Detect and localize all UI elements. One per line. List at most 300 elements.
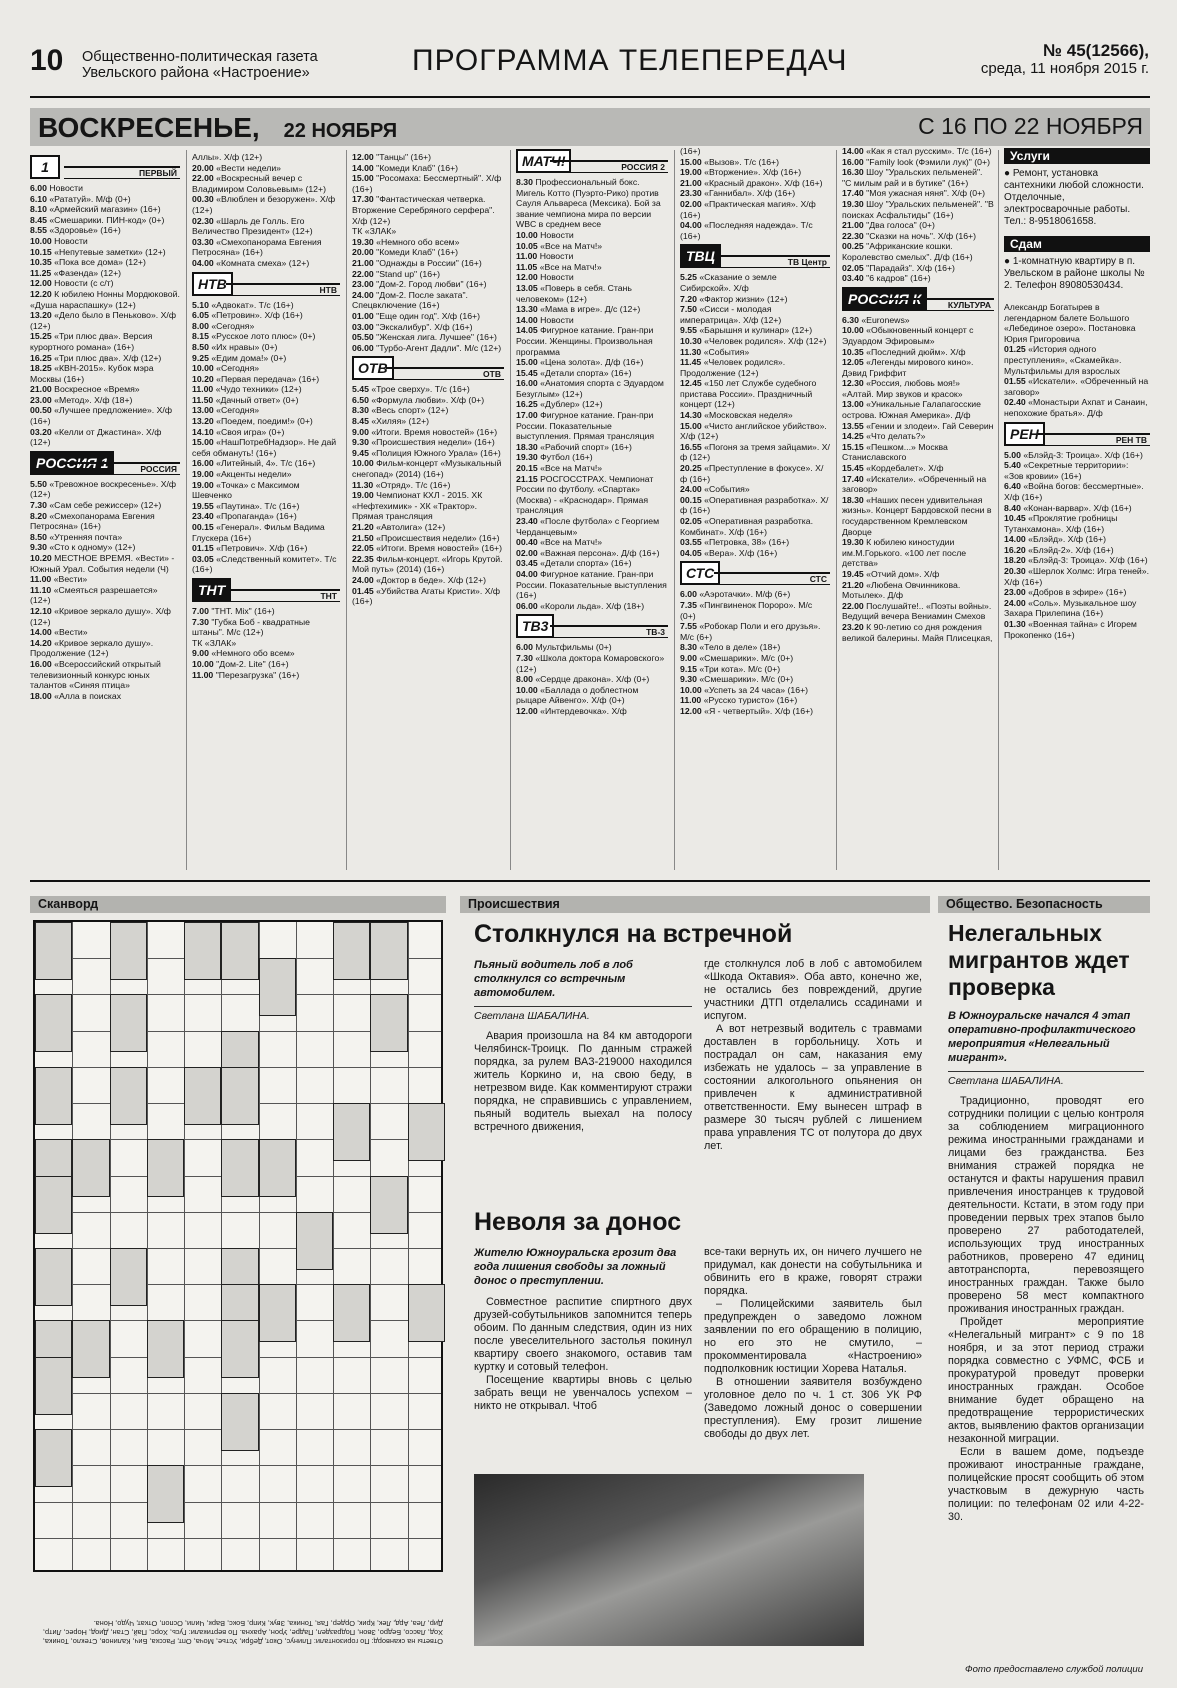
newspaper-name: Общественно-политическая газета Увельского района «Настроение» (82, 49, 318, 81)
program-entry: 8.50 «Утренняя почта» (30, 531, 123, 542)
scanword-clue-cell (184, 1067, 221, 1125)
program-entry: 03.40 "6 кадров" (16+) (842, 273, 931, 284)
program-entry: 10.15 «Непутевые заметки» (12+) (30, 246, 166, 257)
program-entry: 21.50 «Происшествия недели» (16+) (352, 532, 500, 543)
program-entry: 11.50 «Дачный ответ» (0+) (192, 394, 299, 405)
program-entry: 9.00 «Немного обо всем» (192, 648, 295, 659)
program-entry: 04.00 «Последняя надежда». Т/с (16+) (680, 220, 813, 241)
program-entry: 6.05 «Петровин». Х/ф (16+) (192, 310, 303, 321)
grid-line (72, 922, 73, 1570)
program-entry: 11.00 «Вести» (30, 574, 88, 585)
program-entry: 10.20 «Первая передача» (16+) (192, 373, 320, 384)
program-list-rossiya-cont (192, 152, 340, 269)
column-rule (510, 150, 511, 870)
program-entry: 19.30 Футбол (16+) (516, 452, 593, 463)
program-entry: 02.00 «Практическая магия». Х/ф (16+) (680, 198, 816, 220)
grid-line (333, 922, 334, 1570)
page-title: ПРОГРАММА ТЕЛЕПЕРЕДАЧ (412, 44, 848, 77)
program-entry: 14.00 «Блэйд». Х/ф (16+) (1004, 534, 1106, 545)
program-entry: 16.00 «Анатомия спорта с Эдуардом Безуглым» (12+) (516, 378, 664, 399)
scanword-clue-cell (221, 1393, 258, 1451)
program-entry: 19.55 «Паутина». Т/с (16+) (192, 500, 300, 511)
channel-header-rossiya: РОССИЯ 1 РОССИЯ (30, 453, 180, 475)
program-entry: 6.10 «Рататуй». М/ф (0+) (30, 193, 131, 204)
program-entry: 21.20 «Любена Овчинникова. Мотылек». Д/ф (842, 579, 961, 601)
program-entry: 9.30 «Смешарики». М/с (0+) (680, 674, 794, 685)
program-entry: 15.00 «Цена золота». Д/ф (16+) (516, 357, 644, 368)
tv-column-2 (192, 152, 340, 680)
channel-header-match: МАТЧ! РОССИЯ 2 (516, 151, 668, 173)
program-entry: 5.00 «Блэйд-3: Троица». Х/ф (16+) (1004, 449, 1143, 460)
program-entry: 12.00 "Танцы" (16+) (352, 152, 432, 162)
program-entry: Александр Богатырев в легендарном балете Большого «Лебединое озеро». Постановка Юрия Григоровича (1004, 302, 1136, 344)
scanword-clue-cell (408, 1103, 445, 1161)
scanword-clue-cell (147, 1465, 184, 1523)
channel-header-perviy: 1 ПЕРВЫЙ (30, 157, 180, 179)
tv-column-3 (352, 152, 504, 607)
program-entry: 23.40 «Пропаганда» (16+) (192, 511, 297, 522)
article-lead: Пьяный водитель лоб в лоб столкнулся со встречным автомобилем. (474, 959, 633, 999)
scanword-clue-cell (35, 922, 72, 980)
program-entry: 17.30 "Фантастическая четверка. Вторжение Серебряного серфера". Х/ф (12+) (352, 194, 495, 226)
scanword-clue-cell (259, 1139, 296, 1197)
program-entry: 18.30 «Наших песен удивительная жизнь». Концерт Бардовской песни в государственном Кремлевском Дворце (842, 494, 992, 537)
incident-article-2-col2: все-таки вернуть их, он ничего лучшего не придумал, как донести на собутыльника и обвинить его в краже, говорят стражи порядка. – Полицейскими заявитель был предупрежден о заведомо ложном заявлении по его обращению в полицию, но его это не смутило, – прокомментировала «Настроению» подполковник юстиции Хорева Наталья. В отношении заявителя возбуждено уголовное дело по ч. 1 ст. 306 УК РФ (Заведомо ложный донос о совершении преступления). Ему грозит лишение свободы до двух лет. (704, 1246, 922, 1440)
incident-article-2 (474, 1208, 922, 1237)
program-entry: 6.00 Новости (30, 183, 83, 193)
program-entry: 12.00 Новости (с с/т) (30, 278, 114, 289)
week-period: С 16 ПО 22 НОЯБРЯ (918, 113, 1143, 139)
program-entry: 10.00 Фильм-концерт «Музыкальный снегопад» (2014) (16+) (352, 458, 502, 480)
scanword-clue-cell (259, 958, 296, 1016)
society-article: Нелегальных мигрантов ждет проверка В Южноуральске начался 4 этап оперативно-профилактического мероприятия «Нелегальный мигрант». Светлана ШАБАЛИНА. Традиционно, проводят его сотрудники полиции с целью контроля за соблюдением миграционного режима иностранными гражданами и лицами без гражданства. Без внимания стражей порядка не останутся и факты нарушения правил привлечения иностранцев к трудовой деятельности. Кстати, в этом году при проведении первых трех этапов было проверено 27 работодателей, использующих труд иностранных работников, проверено 47 единиц автотранспорта, перевозящего иностранных граждан. Также было проверено 58 мест компактного проживания иностранных граждан. Пройдет мероприятие «Нелегальный мигрант» с 9 по 18 ноября, и за этот период стражи порядка совместно с УФМС, ФСБ и прокуратурой проведут проверки иностранных граждан. Особое внимание будет обращено на предотвращение террористических актов, выявлению фактов организации незаконной миграции. Если в вашем доме, подъезде проживают иностранные граждане, полицейские просят сообщить об этом участковым в дежурную часть полиции: по телефонам 02 или 4-22-30. (948, 920, 1144, 1523)
column-rule (346, 150, 347, 870)
scanword-clue-cell (147, 1320, 184, 1378)
scanword-clue-cell (370, 922, 407, 980)
program-entry: 9.15 «Три кота». М/с (0+) (680, 663, 781, 674)
program-entry: 01.55 «Искатели». «Обреченный на заговор» (1004, 376, 1149, 397)
program-entry: 15.15 «Пешком...» Москва Станиславского (842, 441, 948, 463)
program-entry: 03.05 «Следственный комитет». Т/с (16+) (192, 553, 337, 575)
program-list-match-cont (680, 146, 830, 241)
program-entry: 02.05 «Оперативная разработка. Комбинат». Х/ф (16+) (680, 516, 813, 537)
program-entry: 24.00 "Дом-2. После заката". Спецвключение (16+) (352, 289, 468, 311)
program-entry: 9.55 «Барышня и кулинар» (12+) (680, 325, 813, 336)
program-entry: 21.00 «Красный дракон». Х/ф (16+) (680, 177, 823, 188)
program-list-ctc-cont (842, 146, 994, 284)
scanword-answers: Ответы на сканворд: По горизонтали: Плинус, Окот, Дебри, Устье, Моча, Опт, Расска, Бич, Калинов, Стекло, Тоника, Ход, Лассо, Бедро, Звон, Подраздел, Падре, Урон, Арахна. По вертикали: Гусь, Хорс, Пай, Стан, Диод, Норес, Литр, Дир, Леа, Ард, Лек, Крик, Ордер, Гая, Тоника, Звук, Кипр, Бокс, Варк, Чили, Оспоп, Откат, Чудо, Нона. (42, 1619, 443, 1646)
program-entry: 10.20 МЕСТНОЕ ВРЕМЯ. «Вести» - Южный Урал. События недели (Ч) (30, 553, 175, 574)
program-entry: 10.35 «Пока все дома» (12+) (30, 257, 146, 268)
scanword-clue-cell (35, 1067, 72, 1125)
grid-line (35, 1538, 441, 1539)
program-entry: 22.00 "Stand up" (16+) (352, 268, 441, 279)
program-entry: 11.30 «Отряд». Т/с (16+) (352, 479, 451, 490)
program-entry: 19.30 Шоу "Уральских пельменей". "В поисках Асфальтиды" (16+) (842, 198, 994, 220)
program-entry: 8.45 «Смешарики. ПИН-код» (0+) (30, 214, 165, 225)
program-entry: 14.05 Фигурное катание. Гран-при России. Женщины. Произвольная программа (516, 325, 654, 357)
program-entry: 19.45 «Отчий дом». Х/ф (842, 568, 940, 579)
scanword-clue-cell (35, 1429, 72, 1487)
rent-ad: ● 1-комнатную квартиру в п. Увельском в районе школы № 2. Телефон 89080530434. (1004, 256, 1145, 291)
program-entry: 10.05 «Все на Матч!» (516, 240, 603, 251)
grid-line (184, 922, 185, 1570)
program-entry: 7.30 «Школа доктора Комаровского» (12+) (516, 652, 665, 674)
program-entry: 17.40 «Искатели». «Обреченный на заговор» (842, 473, 987, 495)
scanword-clue-cell (333, 1103, 370, 1161)
program-entry: 13.00 «Сегодня» (192, 405, 260, 416)
program-entry: 16.25 «Три плюс два». Х/ф (12+) (30, 352, 162, 363)
program-entry: 12.00 «Интердевочка». Х/ф (516, 705, 627, 716)
program-entry: 11.45 «Человек родился». Продолжение (12+) (680, 357, 786, 378)
program-entry: 11.00 «Чудо техники» (12+) (192, 384, 302, 395)
program-entry: 15.00 «Вызов». Т/с (16+) (680, 156, 780, 167)
program-entry: 16.00 «Всероссийский открытый телевизионный конкурс юных талантов «Синяя птица» (30, 658, 161, 691)
column-rule (998, 150, 999, 870)
article-lead: В Южноуральске начался 4 этап оперативно-профилактического мероприятия «Нелегальный мигрант». (948, 1010, 1136, 1064)
article-byline: Светлана ШАБАЛИНА. (474, 1006, 692, 1022)
program-entry: 21.00 "Однажды в России" (16+) (352, 257, 482, 268)
program-entry: 15.45 «Детали спорта» (16+) (516, 367, 632, 378)
program-entry: 14.25 «Что делать?» (842, 431, 926, 442)
program-entry: ТК «ЗЛАК» (352, 226, 397, 237)
channel-header-ntv: НТВ НТВ (192, 274, 340, 296)
program-entry: 5.10 «Адвокат». Т/с (16+) (192, 299, 294, 310)
program-entry: 15.00 "Росомаха: Бессмертный". Х/ф (16+) (352, 173, 502, 194)
scanword-clue-cell (35, 994, 72, 1052)
program-entry: 7.55 «Робокар Поли и его друзья». М/с (6+) (680, 621, 821, 642)
program-entry: 14.30 «Московская неделя» (680, 410, 793, 421)
program-entry: 8.10 «Армейский магазин» (16+) (30, 204, 161, 215)
program-entry: 21.00 Воскресное «Время» (30, 384, 140, 395)
scanword-clue-cell (259, 1284, 296, 1342)
channel-header-tvc: ТВЦ ТВ Центр (680, 246, 830, 268)
scanword-clue-cell (72, 1320, 109, 1378)
channel-header-tv3: ТВ3 ТВ-3 (516, 616, 668, 638)
program-entry: 19.00 «Акценты недели» (192, 469, 292, 480)
grid-line (221, 922, 222, 1570)
program-entry: 11.00 Новости (516, 251, 574, 262)
program-list-perviy (30, 183, 180, 448)
program-entry: 16.00 "Family look (Фэмили лук)" (0+) (842, 156, 990, 167)
program-entry: 5.45 «Трое сверху». Т/с (16+) (352, 384, 470, 395)
program-entry: 21.15 РОСГОССТРАХ. Чемпионат России по футболу. «Спартак» (Москва) - «Краснодар». Прямая трансляция (516, 473, 654, 516)
program-entry: 19.00 «Вторжение». Х/ф (16+) (680, 167, 802, 178)
program-entry: (16+) (680, 146, 701, 156)
grid-line (259, 922, 260, 1570)
program-entry: 19.30 К юбилею киностудии им.М.Горького. «100 лет после детства» (842, 537, 967, 569)
program-entry: 9.00 «Смешарики». М/с (0+) (680, 652, 794, 663)
channel-header-ren: РЕН РЕН ТВ (1004, 424, 1150, 446)
program-entry: 7.30 "Губка Боб - квадратные штаны". М/с (12+) (192, 616, 310, 638)
scanword-clue-cell (221, 1067, 258, 1125)
program-entry: 9.00 «Итоги. Время новостей» (16+) (352, 426, 498, 437)
program-entry: 14.00 "Комеди Клаб" (16+) (352, 162, 459, 173)
program-entry: 00.40 «Все на Матч!» (516, 537, 603, 548)
program-entry: 18.30 «Рабочий спорт» (16+) (516, 441, 632, 452)
scanword-clue-cell (35, 1248, 72, 1306)
program-entry: 13.20 «Поедем, поедим!» (0+) (192, 416, 313, 427)
program-entry: 9.30 «Сто к одному» (12+) (30, 542, 136, 553)
classified-ads (1004, 148, 1150, 292)
program-entry: 8.30 «Весь спорт» (12+) (352, 405, 449, 416)
program-entry: 12.00 «Я - четвертый». Х/ф (16+) (680, 705, 814, 716)
article-title: Столкнулся на встречной (474, 920, 793, 948)
program-entry: 02.05 "Парадайз". Х/ф (16+) (842, 262, 955, 273)
program-entry: 14.00 «Как я стал русским». Т/с (16+) (842, 146, 992, 156)
program-entry: 18.25 «КВН-2015». Кубок мэра Москвы (16+) (30, 363, 154, 384)
program-entry: 13.30 «Мама в игре». Д/с (12+) (516, 304, 641, 315)
program-entry: 5.25 «Сказание о земле Сибирской». Х/ф (680, 272, 777, 293)
scanword-clue-cell (110, 922, 147, 980)
program-entry: 6.30 «Euronews» (842, 314, 910, 325)
program-entry: 16.30 Шоу "Уральских пельменей". "С милым рай и в бутике" (16+) (842, 167, 983, 188)
program-entry: 15.25 «Три плюс два». Версия курортного романа» (16+) (30, 331, 153, 352)
program-entry: 8.15 «Русское лото плюс» (0+) (192, 331, 316, 342)
program-entry: 04.00 Фигурное катание. Гран-при России. Показательные выступления (16+) (516, 568, 667, 601)
program-entry: 10.00 «Баллада о доблестном рыцаре Айвенго». Х/ф (0+) (516, 684, 639, 706)
program-entry: 12.05 «Легенды мирового кино». Дэвид Гриффит (842, 357, 974, 378)
services-heading: Услуги (1004, 148, 1150, 164)
program-list-tvc (680, 272, 830, 558)
program-entry: 00.15 «Генерал». Фильм Вадима Глускера (16+) (192, 522, 325, 543)
program-entry: 8.40 «Конан-варвар». Х/ф (16+) (1004, 502, 1132, 513)
scanword-clue-cell (408, 1284, 445, 1342)
tv-column-5 (680, 146, 830, 717)
program-entry: 00.50 «Лучшее предложение». Х/ф (16+) (30, 405, 172, 427)
article-title: Неволя за донос (474, 1208, 682, 1236)
program-entry: 12.10 «Кривое зеркало душу». Х/ф (12+) (30, 605, 171, 627)
program-entry: 22.35 Фильм-концерт. «Игорь Крутой. Мой путь» (2014) (16+) (352, 553, 503, 575)
scanword-clue-cell (370, 994, 407, 1052)
program-entry: 11.30 «События» (680, 346, 750, 357)
program-entry: 10.00 "Дом-2. Lite" (16+) (192, 658, 289, 669)
program-entry: 23.40 «После футбола» с Георгием Черданцевым» (516, 516, 660, 537)
program-entry: 10.00 Новости (516, 229, 574, 240)
program-entry: 15.00 «Чисто английское убийство». Х/ф (12+) (680, 420, 827, 442)
program-entry: 8.55 «Здоровье» (16+) (30, 225, 121, 236)
program-entry: ТК «ЗЛАК» (192, 637, 237, 648)
program-list-otv (352, 384, 504, 606)
program-entry: 15.45 «Кордебалет». Х/ф (842, 463, 944, 474)
program-entry: 10.00 «Успеть за 24 часа» (16+) (680, 684, 809, 695)
program-entry: 8.00 «Сегодня» (192, 320, 255, 331)
program-entry: 23.30 «Ганнибал». Х/ф (16+) (680, 188, 796, 199)
program-entry: 02.00 «Важная персона». Д/ф (16+) (516, 547, 660, 558)
program-entry: 03.55 «Петровка, 38» (16+) (680, 537, 790, 548)
program-entry: 8.45 «Хиляя» (12+) (352, 416, 430, 427)
tv-column-6 (842, 146, 994, 643)
scanword-clue-cell (35, 1176, 72, 1234)
program-list-rossiya (30, 479, 180, 701)
channel-logo: 1 (30, 155, 60, 179)
channel-header-otv: ОТВ ОТВ (352, 358, 504, 380)
program-entry: 14.00 Новости (516, 314, 574, 325)
program-entry: 22.00 «Воскресный вечер с Владимиром Соловьевым» (12+) (192, 173, 326, 194)
program-entry: 7.30 «Сам себе режиссер» (12+) (30, 500, 162, 511)
incident-article-1 (474, 920, 922, 949)
program-entry: 10.00 Новости (30, 235, 88, 246)
program-entry: 10.45 «Проклятие гробницы Тутанхамона». Х/ф (16+) (1004, 513, 1118, 534)
program-entry: 12.45 «150 лет Службе судебного пристава России». Праздничный концерт (12+) (680, 378, 817, 410)
program-entry: 14.20 «Кривое зеркало душу». Продолжение (12+) (30, 637, 154, 659)
program-entry: 10.00 «Обыкновенный концерт с Эдуардом Эфировым» (842, 325, 974, 346)
program-entry: 14.10 «Своя игра» (0+) (192, 426, 285, 437)
scanword-clue-cell (221, 1139, 258, 1197)
services-ad: ● Ремонт, установка сантехники любой сложности. Отделочные, электросварочные работы. Тел.: 8-9518061658. (1004, 168, 1144, 227)
program-entry: 03.00 "Экскалибур". Х/ф (16+) (352, 321, 473, 332)
program-entry: 01.25 «История одного преступления», «Скамейка». Мультфильмы для взрослых (1004, 344, 1122, 376)
program-entry: 21.00 "Два голоса" (0+) (842, 220, 935, 231)
program-entry: 04.00 «Комната смеха» (12+) (192, 257, 310, 268)
program-entry: 23.00 «Метод». Х/ф (18+) (30, 394, 133, 405)
program-entry: 7.35 «Пингвиненок Пороро». М/с (0+) (680, 599, 813, 621)
scanword-grid (33, 920, 443, 1572)
program-entry: 06.00 «Короли льда». Х/ф (18+) (516, 600, 645, 611)
rent-heading: Сдам (1004, 236, 1150, 252)
program-entry: 13.20 «Дело было в Пеньково». Х/ф (12+) (30, 310, 176, 331)
program-entry: 11.05 «Все на Матч!» (516, 261, 602, 272)
column-rule (836, 150, 837, 870)
program-entry: 6.50 «Формула любви». Х/ф (0+) (352, 394, 485, 405)
program-entry: 9.25 «Едим дома!» (0+) (192, 352, 287, 363)
scanword-clue-cell (147, 1139, 184, 1197)
program-entry: 03.45 «Детали спорта» (16+) (516, 558, 632, 569)
program-entry: 18.00 «Алла в поисках (30, 690, 122, 701)
program-list-ctc (680, 589, 830, 716)
program-entry: 11.00 «Русско туристо» (16+) (680, 695, 798, 706)
program-entry: 10.30 «Человек родился». Х/ф (12+) (680, 335, 827, 346)
kultura-cont (1004, 302, 1150, 640)
society-section-bar: Общество. Безопасность (938, 896, 1150, 913)
program-entry: 03.30 «Смехопанорама Евгения Петросяна» (16+) (192, 236, 322, 258)
program-entry: 6.00 Мультфильмы (0+) (516, 642, 612, 653)
program-entry: 00.30 «Влюблен и безоружен». Х/ф (12+) (192, 194, 336, 215)
program-entry: 7.50 «Сисси - молодая императрица». Х/ф (12+) (680, 304, 782, 325)
program-entry: 22.05 «Итоги. Время новостей» (16+) (352, 543, 502, 554)
program-entry: 13.00 «Уникальные Галапагосские острова. Южная Америка». Д/ф (842, 399, 981, 421)
program-entry: 20.25 «Преступление в фокусе». Х/ф (16+) (680, 463, 824, 484)
scanword-clue-cell (110, 1067, 147, 1125)
program-list-tnt (192, 606, 340, 680)
tv-column-7 (1004, 146, 1150, 640)
scanword-clue-cell (221, 1320, 258, 1378)
program-entry: 12.00 Новости (516, 272, 574, 283)
program-entry: 23.20 К 90-летию со дня рождения великой балерины. Майя Плисецкая, (842, 621, 993, 643)
scanword-clue-cell (35, 1357, 72, 1415)
program-entry: 01.45 «Убийства Агаты Кристи». Х/ф (16+) (352, 585, 501, 607)
program-entry: Аллы». Х/ф (12+) (192, 152, 263, 162)
scanword-clue-cell (333, 922, 370, 980)
program-entry: 11.10 «Смеяться разрешается» (12+) (30, 584, 158, 606)
program-entry: 02.30 «Шарль де Голль. Его Величество Президент» (12+) (192, 215, 313, 237)
program-entry: 03.20 «Келли от Джастина». Х/ф (12+) (30, 426, 162, 448)
article-title: Нелегальных мигрантов ждет проверка (948, 920, 1130, 1000)
program-entry: 14.00 «Вести» (30, 627, 88, 638)
program-entry: 22.30 "Сказки на ночь". Х/ф (16+) (842, 230, 977, 241)
scanword-clue-cell (184, 922, 221, 980)
program-entry: 10.35 «Последний дюйм». Х/ф (842, 346, 966, 357)
program-entry: 5.40 «Секретные территории»: «Зов кровии» (16+) (1004, 460, 1129, 481)
scanword-clue-cell (370, 1176, 407, 1234)
incident-article-1-col1: Пьяный водитель лоб в лоб столкнулся со встречным автомобилем. Светлана ШАБАЛИНА. Авария произошла на 84 км автодороги Челябинск-Троицк. По данным стражей порядка, за рулем ВАЗ-219000 находился житель Коркино и, на свою беду, в нетрезвом виде. Как комментируют стражи порядка, не справившись с управлением, пьяный водитель выехал на полосу встречного движения, (474, 959, 692, 1133)
article-byline: Светлана ШАБАЛИНА. (948, 1071, 1144, 1087)
program-entry: 11.00 "Перезагрузка" (16+) (192, 669, 300, 680)
program-entry: 15.00 «НашПотребНадзор». Не дай себя обмануть! (16+) (192, 437, 337, 458)
program-list-match (516, 177, 668, 611)
program-entry: 20.00 "Комеди Клаб" (16+) (352, 247, 459, 258)
program-entry: 16.25 «Дублер» (12+) (516, 399, 603, 410)
grid-line (408, 922, 409, 1570)
program-entry: 04.05 «Вера». Х/ф (16+) (680, 547, 778, 558)
program-entry: 24.00 «Соль». Музыкальное шоу Захара Прилепина (16+) (1004, 597, 1137, 619)
program-entry: 13.05 «Поверь в себя. Стань человеком» (12+) (516, 282, 632, 304)
program-entry: 16.00 «Литейный, 4». Т/с (16+) (192, 458, 316, 469)
scanword-section-bar: Сканворд (30, 896, 446, 913)
program-list-ntv (192, 300, 340, 575)
scanword-clue-cell (221, 922, 258, 980)
program-entry: 6.00 «Аэротачки». М/ф (6+) (680, 589, 791, 600)
scanword-clue-cell (72, 1139, 109, 1197)
program-entry: 23.00 «Добров в эфире» (16+) (1004, 587, 1127, 598)
program-entry: 18.20 «Блэйд-3: Троица». Х/ф (16+) (1004, 555, 1148, 566)
program-list-kultura (842, 315, 994, 643)
channel-header-kultura: РОССИЯ К КУЛЬТУРА (842, 289, 994, 311)
program-entry: 01.00 "Еще один год". Х/ф (16+) (352, 310, 480, 321)
accident-photo (474, 1474, 864, 1646)
section-rule (30, 880, 1150, 882)
program-entry: 12.30 «Россия, любовь моя!» «Алтай. Мир звуков и красок» (842, 378, 963, 399)
program-entry: 6.40 «Война богов: бессмертные». Х/ф (16+) (1004, 481, 1144, 502)
program-entry: 10.00 «Сегодня» (192, 363, 260, 374)
program-entry: 5.50 «Тревожное воскресенье». Х/ф (12+) (30, 478, 177, 500)
program-entry: 8.50 «Их нравы» (0+) (192, 341, 278, 352)
program-entry: 12.20 К юбилею Нонны Мордюковой. «Душа нараспашку» (12+) (30, 288, 180, 310)
program-entry: 20.15 «Все на Матч!» (516, 463, 603, 474)
channel-header-tnt: ТНТ ТНТ (192, 580, 340, 602)
program-entry: 8.20 «Смехопанорама Евгения Петросяна» (16+) (30, 510, 155, 532)
scanword-clue-cell (296, 1212, 333, 1270)
program-entry: 7.20 «Фактор жизни» (12+) (680, 293, 788, 304)
grid-line (35, 1465, 441, 1466)
program-entry: 19.30 «Немного обо всем» (352, 236, 460, 247)
program-entry: 16.20 «Блэйд-2». Х/ф (16+) (1004, 544, 1114, 555)
program-entry: 24.00 «Доктор в беде». Х/ф (12+) (352, 574, 487, 585)
program-entry: 06.00 "Турбо-Агент Дадли". М/с (12+) (352, 342, 502, 353)
program-entry: 13.55 «Гении и злодеи». Гай Северин (842, 420, 994, 431)
program-entry: 19.00 Чемпионат КХЛ - 2015. ХК «Нефтехимик» - ХК «Трактор». Прямая трансляция (352, 490, 483, 522)
program-entry: 9.45 «Полиция Южного Урала» (16+) (352, 447, 501, 458)
program-entry: 16.55 «Погоня за тремя зайцами». Х/ф (12+) (680, 441, 830, 463)
program-entry: 21.20 «Автолига» (12+) (352, 522, 446, 532)
program-entry: 20.30 «Шерлок Холмс: Игра теней». Х/ф (16+) (1004, 566, 1150, 587)
incidents-section-bar: Происшествия (460, 896, 930, 913)
program-entry: 9.30 «Происшествия недели» (16+) (352, 437, 495, 448)
scanword-clue-cell (110, 994, 147, 1052)
program-list-tv3 (516, 642, 668, 716)
program-entry: 7.00 "ТНТ. Mix" (16+) (192, 605, 275, 616)
scanword-clue-cell (110, 1248, 147, 1306)
header-rule (30, 96, 1150, 98)
tv-column-1 (30, 152, 180, 701)
program-entry: 00.25 "Африканские кошки. Королевство смелых". Д/ф (16+) (842, 241, 973, 262)
program-entry: 20.00 «Вести недели» (192, 162, 282, 173)
day-heading: ВОСКРЕСЕНЬЕ, 22 НОЯБРЯ (38, 112, 398, 143)
program-entry: 11.25 «Фазенда» (12+) (30, 267, 122, 278)
channel-header-ctc: СТС СТС (680, 563, 830, 585)
program-list-kultura-cont (1004, 302, 1150, 419)
issue-info: № 45(12566), среда, 11 ноября 2015 г. (980, 41, 1149, 77)
